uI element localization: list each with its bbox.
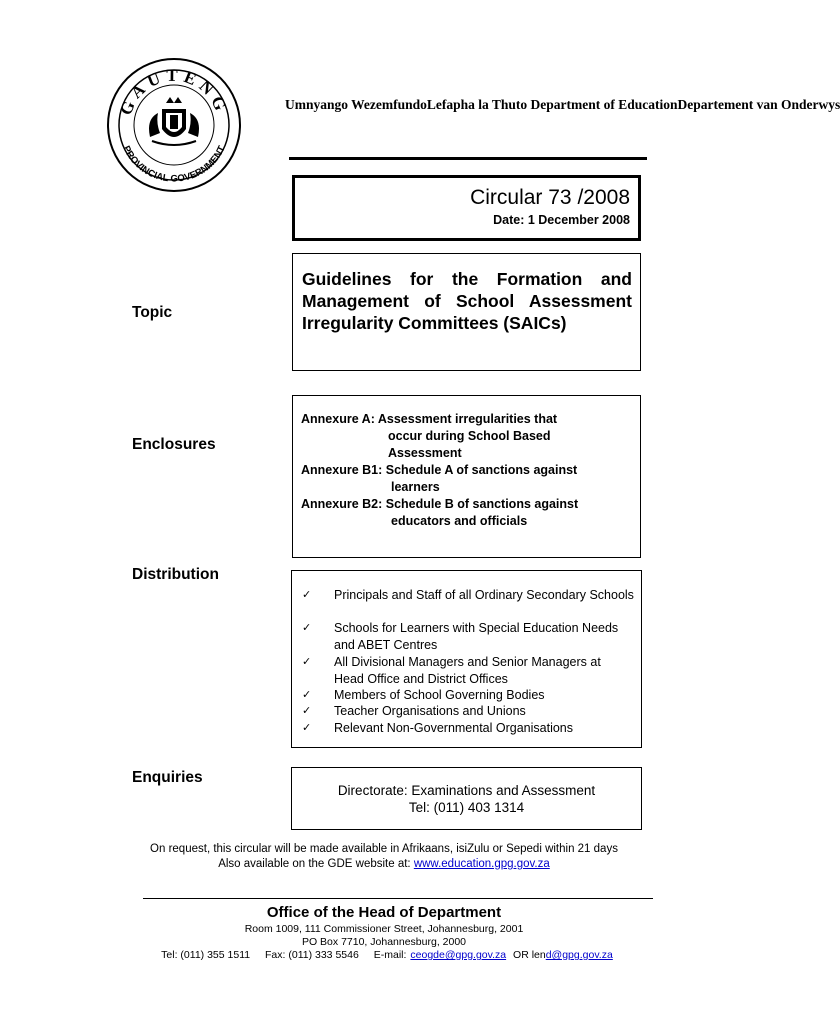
- topic-label: Topic: [132, 304, 173, 321]
- language-request-note: On request, this circular will be made available in Afrikaans, isiZulu or Sepedi within 21 days: [150, 843, 618, 855]
- department-name-line: Umnyango WezemfundoLefapha la Thuto Department of EducationDepartement van Onderwys: [285, 97, 840, 112]
- enclosures-box: [292, 395, 641, 558]
- enclosure-item: [301, 496, 578, 530]
- distribution-item-text: Principals and Staff of all Ordinary Secondary Schools: [334, 588, 634, 602]
- checkmark-icon: ✓: [302, 655, 312, 668]
- distribution-item-text: Members of School Governing Bodies: [334, 688, 545, 702]
- distribution-item-text: All Divisional Managers and Senior Managers at Head Office and District Offices: [334, 655, 601, 686]
- topic-text: Guidelines for the Formation and Management of School Assessment Irregularity Committees (SAICs): [302, 269, 632, 333]
- office-title: Office of the Head of Department: [266, 904, 502, 921]
- postal-address: PO Box 7710, Johannesburg, 2000: [301, 936, 467, 948]
- enquiries-label: Enquiries: [132, 769, 203, 786]
- distribution-label: Distribution: [132, 566, 219, 583]
- distribution-item-text: Schools for Learners with Special Education Needs and ABET Centres: [334, 621, 619, 652]
- checkmark-icon: ✓: [302, 721, 312, 734]
- website-note-prefix: Also available on the GDE website at:: [218, 858, 414, 870]
- enquiries-box: [291, 767, 642, 830]
- topic-box: [292, 253, 641, 371]
- contact-line: [0, 949, 768, 961]
- enclosure-continuation: learners: [391, 480, 440, 494]
- checkmark-icon: ✓: [302, 588, 312, 601]
- enclosure-heading: Annexure B1: Schedule A of sanctions against: [301, 463, 578, 477]
- website-note: [0, 858, 768, 870]
- enclosure-continuation: occur during School Based Assessment: [388, 429, 551, 460]
- website-link[interactable]: www.education.gpg.gov.za: [413, 858, 550, 870]
- checkmark-icon: ✓: [302, 621, 312, 634]
- header-divider: [289, 157, 647, 160]
- gauteng-seal-logo: [106, 57, 242, 193]
- checkmark-icon: ✓: [302, 688, 312, 701]
- distribution-box: [291, 570, 642, 748]
- enclosure-heading: Annexure A: Assessment irregularities that: [301, 412, 558, 426]
- fax-number: Fax: (011) 333 5546: [265, 949, 359, 961]
- email-or-text: OR len: [513, 949, 546, 961]
- street-address: Room 1009, 111 Commissioner Street, Johannesburg, 2001: [244, 923, 524, 935]
- seal-band-text: PROVINCIAL GOVERNMENT: [120, 144, 228, 185]
- distribution-item-text: Teacher Organisations and Unions: [334, 704, 526, 718]
- email-link-primary[interactable]: ceogde@gpg.gov.za: [410, 949, 507, 961]
- enclosure-item: [301, 411, 601, 462]
- seal-arc-text: GAUTENG: [116, 65, 232, 118]
- enclosures-label: Enclosures: [132, 436, 216, 453]
- circular-box: [292, 175, 641, 241]
- enclosure-heading: Annexure B2: Schedule B of sanctions against: [301, 497, 579, 511]
- checkmark-icon: ✓: [302, 704, 312, 717]
- email-label: E-mail:: [373, 949, 407, 961]
- circular-title: Circular 73 /2008: [470, 186, 630, 209]
- email-link-secondary[interactable]: d@gpg.gov.za: [545, 949, 613, 961]
- circular-date: Date: 1 December 2008: [493, 213, 630, 227]
- distribution-item-text: Relevant Non-Governmental Organisations: [334, 721, 574, 735]
- enquiries-telephone: Tel: (011) 403 1314: [408, 800, 525, 815]
- enclosure-item: [301, 462, 577, 496]
- footer-divider: [143, 898, 653, 899]
- telephone-number: Tel: (011) 355 1511: [161, 949, 251, 961]
- enclosure-continuation: educators and officials: [391, 514, 528, 528]
- enquiries-directorate: Directorate: Examinations and Assessment: [337, 783, 596, 798]
